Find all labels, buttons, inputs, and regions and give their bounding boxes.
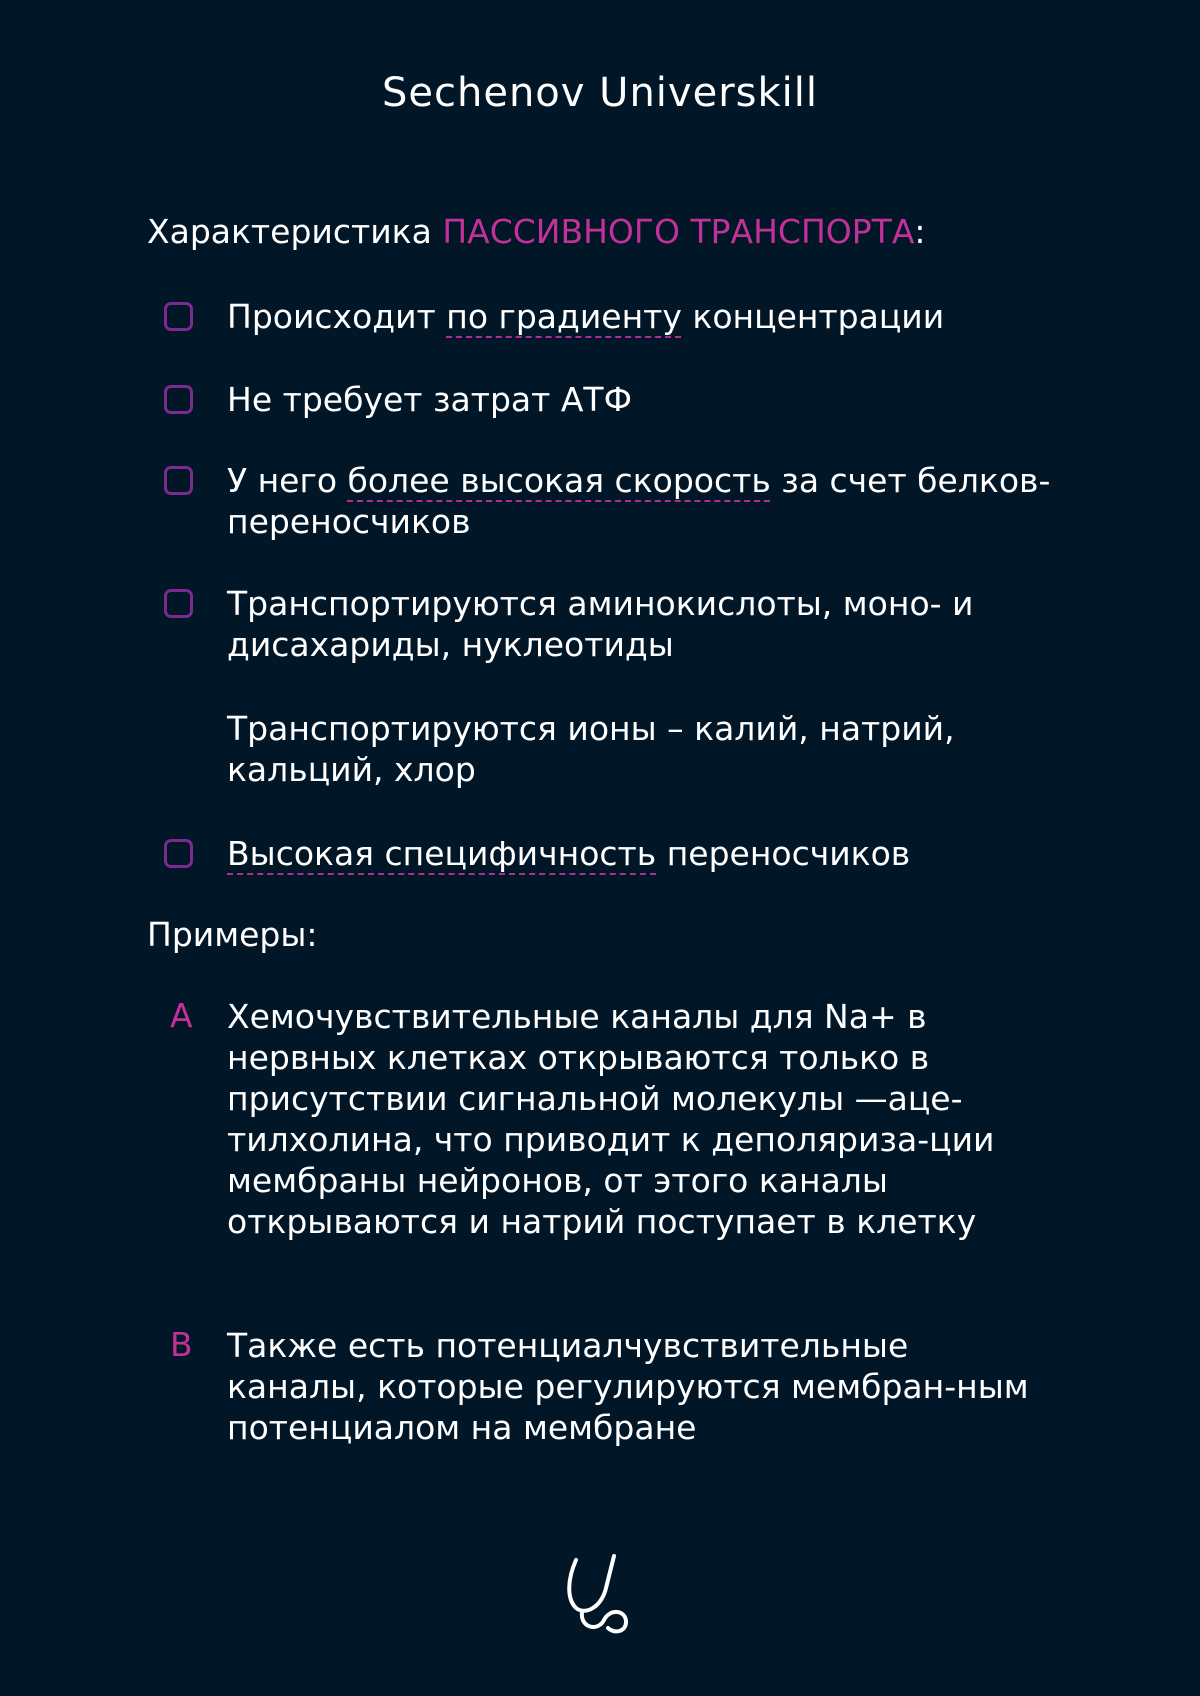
feature-highlight: по градиенту xyxy=(446,297,682,336)
feature-text: Транспортируются ионы – калий, натрий, кальций, хлор xyxy=(227,709,955,789)
heading-suffix: : xyxy=(914,212,926,251)
checkbox-icon[interactable] xyxy=(164,302,193,331)
feature-text: Транспортируются аминокислоты, моно- и дисахариды, нуклеотиды xyxy=(227,584,974,664)
checkbox-icon[interactable] xyxy=(164,466,193,495)
feature-text: Не требует затрат АТФ xyxy=(227,380,632,419)
feature-text: концентрации xyxy=(681,297,945,336)
checkbox-icon[interactable] xyxy=(164,839,193,868)
feature-highlight: Высокая специфичность xyxy=(227,834,657,873)
feature-item xyxy=(227,296,1057,337)
checkbox-icon[interactable] xyxy=(164,589,193,618)
example-letter: А xyxy=(170,996,193,1035)
heading-prefix: Характеристика xyxy=(147,212,443,251)
page-heading xyxy=(147,212,926,251)
feature-item xyxy=(227,708,1057,790)
brand-title: Sechenov Universkill xyxy=(382,70,818,116)
universkill-logo-icon xyxy=(562,1548,638,1634)
feature-item xyxy=(227,833,1057,874)
feature-text: У него xyxy=(227,461,348,500)
feature-item xyxy=(227,460,1057,542)
checkbox-icon[interactable] xyxy=(164,385,193,414)
example-text: Также есть потенциалчувствительные каналы, которые регулируются мембран-ным потенциалом на мембране xyxy=(227,1326,1029,1447)
feature-item xyxy=(227,583,1057,665)
feature-text: переносчиков xyxy=(656,834,911,873)
examples-title: Примеры: xyxy=(147,915,318,954)
feature-text: за счет белков-переносчиков xyxy=(227,461,1051,541)
feature-text: Происходит xyxy=(227,297,447,336)
heading-accent: ПАССИВНОГО ТРАНСПОРТА xyxy=(442,212,915,251)
example-text: Хемочувствительные каналы для Na+ в нервных клетках открываются только в присутствии сигнальной молекулы —аце-тилхолина, что приводит к деполяриза-ции мембраны нейронов, от этого каналы открываются и натрий поступает в клетку xyxy=(227,997,995,1241)
feature-highlight: более высокая скорость xyxy=(347,461,771,500)
example-letter: В xyxy=(170,1325,193,1364)
feature-item xyxy=(227,379,1057,420)
